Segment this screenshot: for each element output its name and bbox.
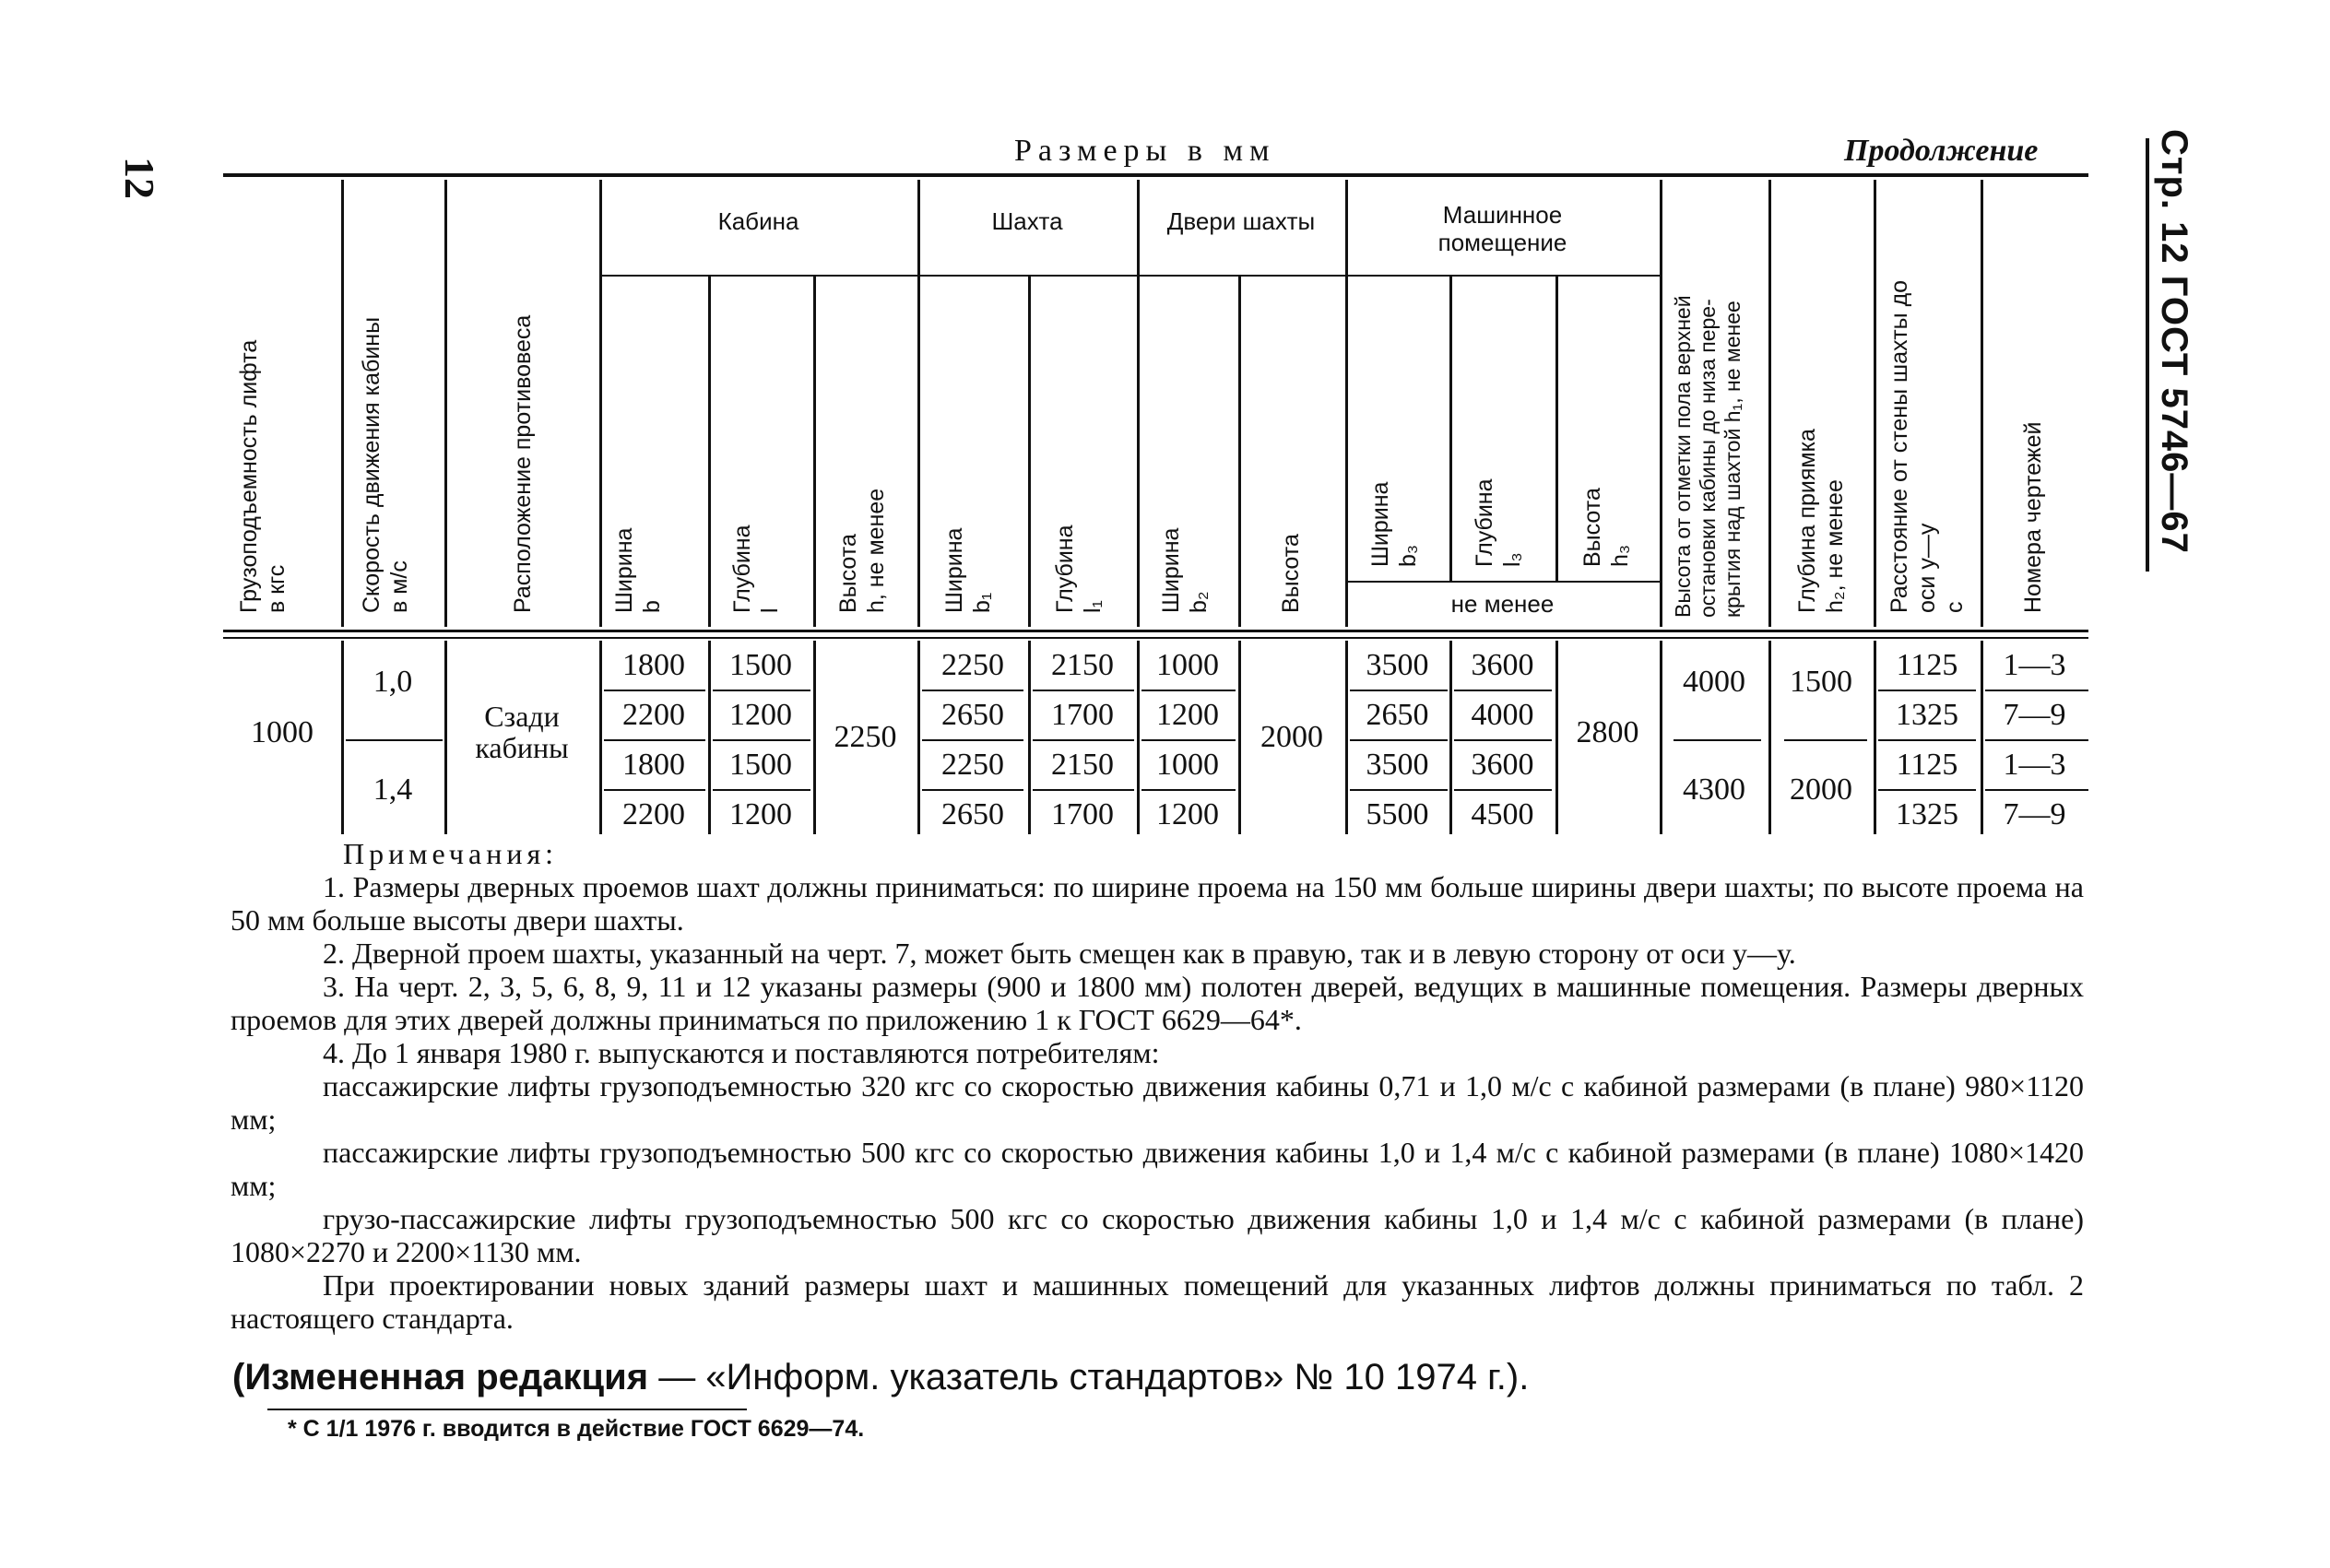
col-cabin-depth: Глубина l bbox=[729, 525, 783, 613]
shaft-depth-cell: 1700 bbox=[1051, 797, 1114, 831]
amendment-line bbox=[232, 1357, 1529, 1398]
note-item: 3. На черт. 2, 3, 5, 6, 8, 9, 11 и 12 указаны размеры (900 и 1800 мм) полотен дверей, ведущих в машинные помещения. Размеры дверных проемов для этих дверей должны приниматься по приложению 1 к ГОСТ 6629—64*. bbox=[231, 970, 2084, 1036]
speed-value: 1,0 bbox=[373, 665, 413, 699]
counterweight-value: Сзади кабины bbox=[475, 700, 569, 764]
note-item: 4. До 1 января 1980 г. выпускаются и поставляются потребителям: bbox=[323, 1036, 1160, 1069]
shaft-depth-cell: 1700 bbox=[1051, 698, 1114, 732]
shaft-width-cell: 2650 bbox=[941, 797, 1004, 831]
header-rule-double bbox=[223, 637, 2088, 639]
distance-cell: 1325 bbox=[1896, 797, 1958, 831]
distance-cell: 1325 bbox=[1896, 698, 1958, 732]
drawings-cell: 7—9 bbox=[2003, 797, 2066, 831]
cabin-width-cell: 2200 bbox=[622, 698, 685, 732]
shaft-width-cell: 2650 bbox=[941, 698, 1004, 732]
cabin-height-value: 2250 bbox=[834, 720, 897, 754]
cabin-depth-cell: 1500 bbox=[729, 648, 792, 682]
distance-cell: 1125 bbox=[1896, 748, 1958, 782]
col-machine-width: Ширина b₃ bbox=[1367, 481, 1421, 567]
drawings-cell: 7—9 bbox=[2003, 698, 2066, 732]
machine-depth-cell: 4500 bbox=[1471, 797, 1534, 831]
machine-min-note: не менее bbox=[1450, 590, 1555, 618]
door-width-cell: 1000 bbox=[1156, 748, 1219, 782]
note-item: 2. Дверной проем шахты, указанный на черт. 7, может быть смещен как в правую, так и в левую сторону от оси у—у. bbox=[323, 937, 1796, 970]
side-header-text: Стр. 12 ГОСТ 5746—67 bbox=[2154, 129, 2194, 554]
machine-width-cell: 3500 bbox=[1366, 748, 1429, 782]
door-height-value: 2000 bbox=[1260, 720, 1323, 754]
capacity-value: 1000 bbox=[251, 715, 313, 749]
group-shaft: Шахта bbox=[991, 207, 1063, 235]
speed-value: 1,4 bbox=[373, 772, 413, 807]
cabin-width-cell: 2200 bbox=[622, 797, 685, 831]
machine-width-cell: 5500 bbox=[1366, 797, 1429, 831]
amendment-bold: (Измененная редакция bbox=[232, 1357, 649, 1397]
col-distance: Расстояние от стены шахты до оси у—у с bbox=[1886, 279, 1968, 613]
group-cabin: Кабина bbox=[717, 207, 799, 235]
col-door-width: Ширина b₂ bbox=[1158, 527, 1212, 613]
overhead-value: 4300 bbox=[1683, 772, 1745, 807]
col-capacity: Грузоподъемность лифта в кгс bbox=[236, 339, 290, 613]
continuation-label: Продолжение bbox=[1844, 134, 2039, 168]
col-shaft-width: Ширина b₁ bbox=[941, 527, 995, 613]
col-machine-height: Высота h₃ bbox=[1579, 488, 1633, 567]
note-item: 1. Размеры дверных проемов шахт должны приниматься: по ширине проема на 150 мм больше ширины двери шахты; по высоте проема на 50 мм больше высоты двери шахты. bbox=[231, 870, 2084, 937]
note-item: При проектировании новых зданий размеры шахт и машинных помещений для указанных лифтов должны приниматься по табл. 2 настоящего стандарта. bbox=[231, 1268, 2084, 1335]
shaft-width-cell: 2250 bbox=[941, 648, 1004, 682]
col-door-height: Высота bbox=[1278, 534, 1304, 613]
table-title: Размеры в мм bbox=[1014, 134, 1276, 168]
side-divider bbox=[2146, 138, 2149, 572]
cabin-depth-cell: 1200 bbox=[729, 797, 792, 831]
group-machine-room: Машинное помещение bbox=[1437, 201, 1567, 256]
machine-depth-cell: 3600 bbox=[1471, 648, 1534, 682]
col-cabin-width: Ширина b bbox=[611, 527, 665, 613]
door-width-cell: 1200 bbox=[1156, 698, 1219, 732]
note-item: пассажирские лифты грузоподъемностью 320 кгс со скоростью движения кабины 0,71 и 1,0 м/с с кабиной размерами (в плане) 980×1120 мм; bbox=[231, 1069, 2084, 1136]
table-top-rule bbox=[223, 173, 2088, 177]
machine-depth-cell: 4000 bbox=[1471, 698, 1534, 732]
group-shaft-doors: Двери шахты bbox=[1166, 207, 1316, 235]
drawings-cell: 1—3 bbox=[2003, 748, 2066, 782]
note-item: пассажирские лифты грузоподъемностью 500 кгс со скоростью движения кабины 1,0 и 1,4 м/с с кабиной размерами (в плане) 1080×1420 мм; bbox=[231, 1136, 2084, 1202]
footnote: * С 1/1 1976 г. вводится в действие ГОСТ 6629—74. bbox=[288, 1416, 865, 1442]
amendment-rest: — «Информ. указатель стандартов» № 10 1974 г.). bbox=[648, 1357, 1530, 1397]
cabin-width-cell: 1800 bbox=[622, 648, 685, 682]
header-rule bbox=[223, 630, 2088, 632]
overhead-value: 4000 bbox=[1683, 665, 1745, 699]
notes-section bbox=[231, 837, 2084, 1335]
shaft-width-cell: 2250 bbox=[941, 748, 1004, 782]
page-number: 12 bbox=[116, 157, 163, 199]
shaft-depth-cell: 2150 bbox=[1051, 648, 1114, 682]
shaft-depth-cell: 2150 bbox=[1051, 748, 1114, 782]
side-header bbox=[2130, 129, 2213, 645]
machine-width-cell: 2650 bbox=[1366, 698, 1429, 732]
drawings-cell: 1—3 bbox=[2003, 648, 2066, 682]
col-shaft-depth: Глубина l₁ bbox=[1052, 525, 1106, 613]
note-item: грузо-пассажирские лифты грузоподъемностью 500 кгс со скоростью движения кабины 1,0 и 1,4 м/с с кабиной размерами (в плане) 1080×2270 и 2200×1130 мм. bbox=[231, 1202, 2084, 1268]
machine-width-cell: 3500 bbox=[1366, 648, 1429, 682]
machine-depth-cell: 3600 bbox=[1471, 748, 1534, 782]
pit-value: 2000 bbox=[1790, 772, 1852, 807]
col-counterweight: Расположение противовеса bbox=[510, 314, 536, 613]
cabin-depth-cell: 1200 bbox=[729, 698, 792, 732]
pit-value: 1500 bbox=[1790, 665, 1852, 699]
cabin-depth-cell: 1500 bbox=[729, 748, 792, 782]
distance-cell: 1125 bbox=[1896, 648, 1958, 682]
cabin-width-cell: 1800 bbox=[622, 748, 685, 782]
machine-height-value: 2800 bbox=[1576, 715, 1639, 749]
door-width-cell: 1000 bbox=[1156, 648, 1219, 682]
col-pit: Глубина приямка h₂, не менее bbox=[1794, 429, 1848, 613]
col-drawings: Номера чертежей bbox=[2020, 421, 2046, 613]
col-speed: Скорость движения кабины в м/с bbox=[359, 316, 412, 613]
footnote-rule bbox=[267, 1409, 747, 1410]
col-overhead: Высота от отметки пола верхней остановки кабины до низа пере- крытия над шахтой h₁, не менее bbox=[1671, 295, 1745, 618]
col-machine-depth: Глубина l₃ bbox=[1472, 478, 1525, 567]
notes-title: Примечания: bbox=[343, 837, 559, 870]
door-width-cell: 1200 bbox=[1156, 797, 1219, 831]
col-cabin-height: Высота h, не менее bbox=[835, 488, 889, 613]
